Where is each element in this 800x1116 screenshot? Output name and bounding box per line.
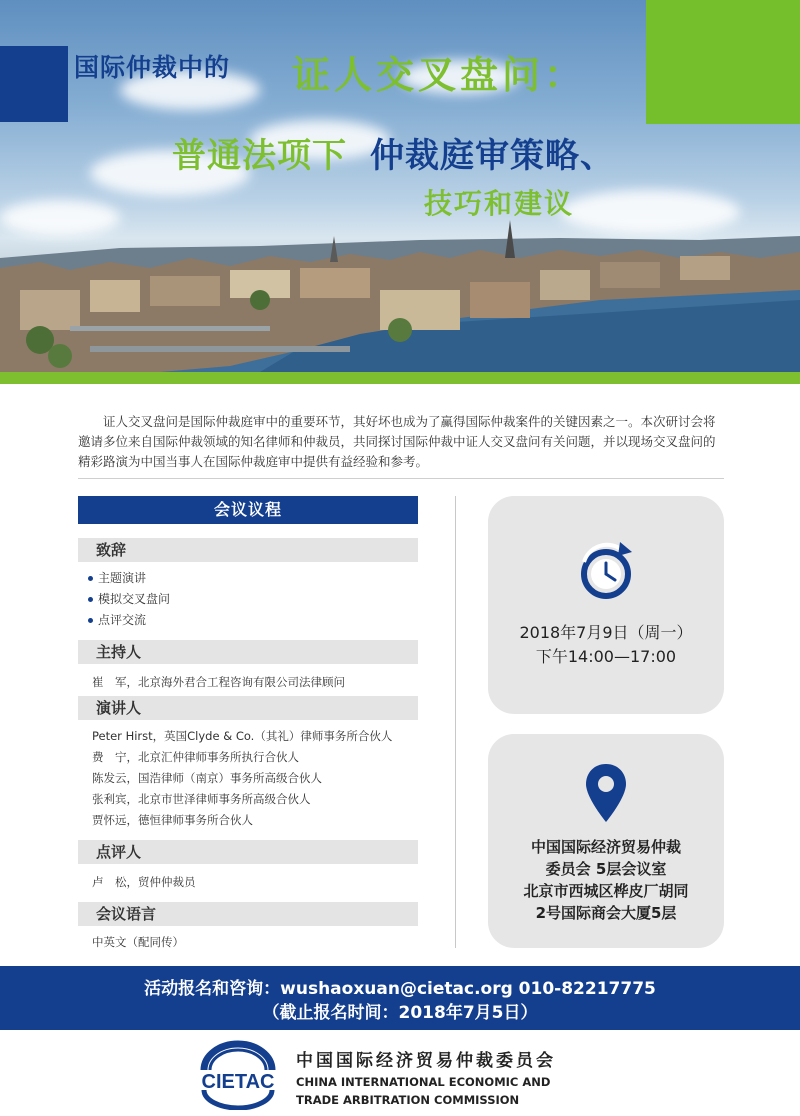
clock-icon <box>576 540 638 602</box>
org-name-cn: 中国国际经济贸易仲裁委员会 <box>296 1051 556 1071</box>
venue-line: 委员会 5层会议室 <box>545 860 667 878</box>
bullet-icon <box>88 618 93 623</box>
title-line1-part2: 证人交叉盘问： <box>292 53 587 97</box>
registration-deadline: （截止报名时间：2018年7月5日） <box>262 1003 538 1023</box>
speaker-item: Peter Hirst，英国Clyde & Co.（其礼）律师事务所合伙人 <box>92 729 393 743</box>
venue-card <box>488 734 724 948</box>
venue-line: 中国国际经济贸易仲裁 <box>530 838 681 856</box>
intro-paragraph: 证人交叉盘问是国际仲裁庭审中的重要环节，其好坏也成为了赢得国际仲裁案件的关键因素之一。本次研讨会将邀请多位来自国际仲裁领域的知名律师和仲裁员，共同探讨国际仲裁中证人交叉盘问有关问题，并以现场交叉盘问的精彩路演为中国当事人在国际仲裁庭审中提供有益经验和参考。 <box>78 414 716 469</box>
cietac-logo <box>190 1040 286 1110</box>
title-line2-part1: 普通法项下 <box>172 136 347 176</box>
venue-line: 2号国际商会大厦5层 <box>535 904 677 922</box>
navy-accent-block <box>0 46 68 122</box>
date-card <box>488 496 724 714</box>
speaker-item: 费 宁，北京汇仲律师事务所执行合伙人 <box>92 750 299 764</box>
speaker-item: 贾怀远，德恒律师事务所合伙人 <box>92 813 253 827</box>
section-commentator: 点评人 <box>78 840 418 864</box>
host-name: 崔 军，北京海外君合工程咨询有限公司法律顾问 <box>92 675 345 689</box>
green-accent-band <box>0 372 800 384</box>
list-item: 模拟交叉盘问 <box>88 589 170 610</box>
section-opening: 致辞 <box>78 538 418 562</box>
org-name-en-line1: CHINA INTERNATIONAL ECONOMIC AND <box>296 1075 551 1089</box>
title-line2-part2: 仲裁庭审策略、 <box>370 136 615 176</box>
agenda-heading: 会议议程 <box>78 496 418 524</box>
bullet-icon <box>88 576 93 581</box>
divider <box>78 478 724 479</box>
speaker-item: 张利宾，北京市世泽律师事务所高级合伙人 <box>92 792 311 806</box>
commentator-name: 卢 松，贸仲仲裁员 <box>92 875 196 889</box>
org-name-en-line2: TRADE ARBITRATION COMMISSION <box>296 1093 520 1107</box>
section-speakers: 演讲人 <box>78 696 418 720</box>
event-date: 2018年7月9日（周一） <box>519 623 693 642</box>
bullet-icon <box>88 597 93 602</box>
location-pin-icon <box>584 762 628 824</box>
vertical-divider <box>455 496 456 948</box>
logo-text: CIETAC <box>201 1071 275 1093</box>
speaker-item: 陈发云，国浩律师（南京）事务所高级合伙人 <box>92 771 322 785</box>
list-item: 主题演讲 <box>88 568 170 589</box>
header-banner <box>0 0 800 384</box>
title-line1-part1: 国际仲裁中的 <box>74 53 231 82</box>
section-language: 会议语言 <box>78 902 418 926</box>
green-accent-block <box>646 0 800 124</box>
agenda-items <box>88 568 170 631</box>
venue-line: 北京市西城区桦皮厂胡同 <box>523 882 689 900</box>
venue-address <box>488 836 724 924</box>
title-line3: 技巧和建议 <box>424 187 575 220</box>
speaker-list <box>92 726 392 831</box>
event-time: 下午14:00—17:00 <box>535 647 677 666</box>
section-host: 主持人 <box>78 640 418 664</box>
conference-language: 中英文（配同传） <box>92 935 184 949</box>
list-item: 点评交流 <box>88 610 170 631</box>
registration-contact: 活动报名和咨询：wushaoxuan@cietac.org 010-82217775 <box>144 979 656 999</box>
